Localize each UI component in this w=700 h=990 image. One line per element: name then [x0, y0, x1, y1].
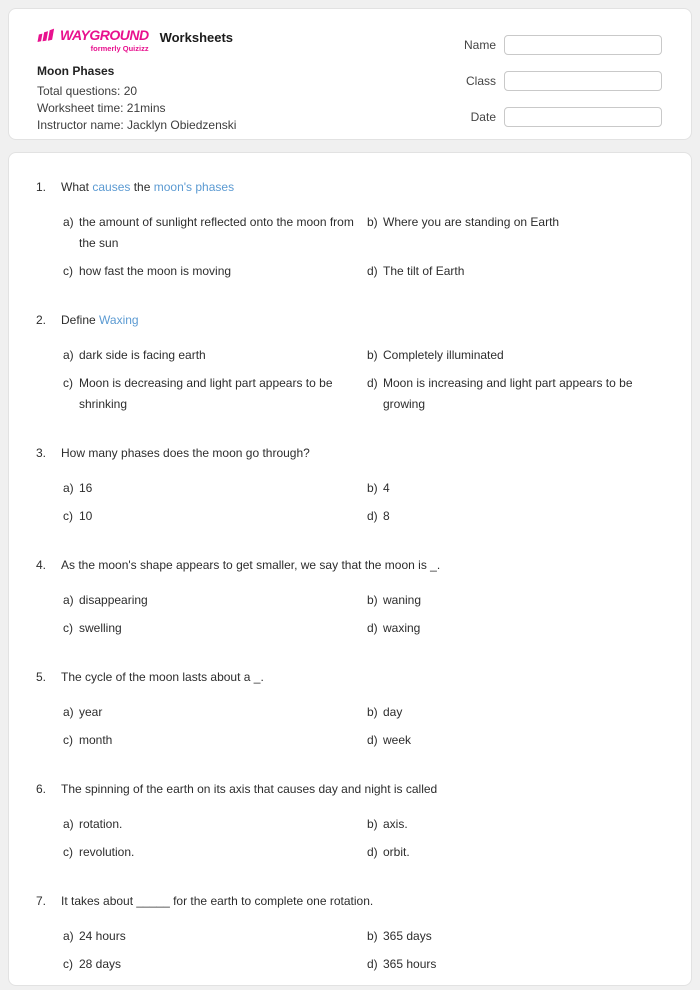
question-item	[36, 891, 662, 975]
question-body	[61, 555, 662, 639]
question-number: 5.	[36, 670, 47, 684]
total-questions-line: Total questions: 20	[37, 84, 138, 98]
date-field-row	[454, 107, 662, 127]
option-text: Moon is increasing and light part appears to be growing	[383, 376, 633, 411]
option-item	[63, 926, 367, 947]
option-letter: b)	[367, 481, 378, 495]
option-item	[63, 373, 367, 415]
option-letter: d)	[367, 957, 378, 971]
option-letter: c)	[63, 376, 73, 390]
option-item	[367, 345, 662, 366]
option-text: 4	[383, 481, 390, 495]
question-number: 4.	[36, 558, 47, 572]
option-item	[367, 618, 662, 639]
option-item	[367, 926, 662, 947]
option-text: month	[79, 733, 113, 747]
option-text: dark side is facing earth	[79, 348, 206, 362]
question-number: 2.	[36, 313, 47, 327]
formerly-quizizz-label: formerly Quizizz	[90, 44, 149, 53]
options-grid	[61, 212, 662, 282]
option-item	[63, 842, 367, 863]
question-number: 3.	[36, 446, 47, 460]
option-text: 365 hours	[383, 957, 437, 971]
instructor-name-line: Instructor name: Jacklyn Obiedzenski	[37, 118, 237, 132]
option-item	[367, 506, 662, 527]
question-text-segment: As the moon's shape appears to get smaller, we say that the moon is _.	[61, 558, 441, 572]
option-item	[63, 345, 367, 366]
option-item	[367, 954, 662, 975]
options-grid	[61, 702, 662, 751]
question-text-segment: What	[61, 180, 93, 194]
option-letter: a)	[63, 215, 74, 229]
option-letter: c)	[63, 621, 73, 635]
option-item	[367, 212, 662, 254]
option-text: The tilt of Earth	[383, 264, 465, 278]
option-letter: a)	[63, 348, 74, 362]
option-item	[367, 842, 662, 863]
question-link-text: causes	[92, 180, 131, 194]
options-grid	[61, 814, 662, 863]
option-letter: a)	[63, 593, 74, 607]
option-text: 28 days	[79, 957, 122, 971]
question-text-segment: How many phases does the moon go through?	[61, 446, 310, 460]
option-text: the amount of sunlight reflected onto the moon from the sun	[79, 215, 354, 250]
question-text-segment: It takes about _____ for the earth to complete one rotation.	[61, 894, 374, 908]
question-text	[61, 443, 662, 464]
question-body	[61, 891, 662, 975]
questions-list	[36, 177, 662, 975]
option-text: orbit.	[383, 845, 410, 859]
options-grid	[61, 478, 662, 527]
option-letter: d)	[367, 509, 378, 523]
option-item	[63, 730, 367, 751]
brand-row	[37, 27, 236, 53]
name-input[interactable]	[504, 35, 662, 55]
option-item	[367, 814, 662, 835]
question-item	[36, 555, 662, 639]
question-text-segment: The spinning of the earth on its axis that causes day and night is called	[61, 782, 438, 796]
option-item	[63, 506, 367, 527]
question-link-text: moon's phases	[153, 180, 235, 194]
option-item	[367, 373, 662, 415]
option-letter: b)	[367, 929, 378, 943]
option-text: axis.	[383, 817, 408, 831]
wayground-flag-icon	[37, 28, 57, 43]
worksheet-title: Moon Phases	[37, 64, 115, 78]
option-item	[63, 814, 367, 835]
option-item	[367, 702, 662, 723]
option-text: 24 hours	[79, 929, 126, 943]
option-text: 16	[79, 481, 93, 495]
options-grid	[61, 926, 662, 975]
question-text	[61, 891, 662, 912]
option-text: rotation.	[79, 817, 123, 831]
option-text: revolution.	[79, 845, 135, 859]
option-text: how fast the moon is moving	[79, 264, 232, 278]
option-letter: a)	[63, 481, 74, 495]
question-number: 1.	[36, 180, 47, 194]
option-item	[63, 261, 367, 282]
option-text: day	[383, 705, 403, 719]
option-letter: a)	[63, 817, 74, 831]
question-item	[36, 443, 662, 527]
option-text: Moon is decreasing and light part appears to be shrinking	[79, 376, 333, 411]
option-item	[367, 590, 662, 611]
option-letter: a)	[63, 929, 74, 943]
date-label: Date	[470, 110, 496, 124]
wayground-logo	[37, 27, 149, 53]
wayground-wordmark: WAYGROUND	[60, 27, 149, 43]
student-info-form	[454, 27, 662, 139]
class-field-row	[454, 71, 662, 91]
question-item	[36, 310, 662, 415]
option-letter: d)	[367, 845, 378, 859]
option-text: year	[79, 705, 103, 719]
option-text: waning	[383, 593, 422, 607]
option-letter: c)	[63, 264, 73, 278]
option-letter: b)	[367, 817, 378, 831]
worksheet-meta	[37, 63, 236, 134]
option-item	[63, 954, 367, 975]
question-text-segment: Define	[61, 313, 100, 327]
option-text: Completely illuminated	[383, 348, 504, 362]
worksheet-header	[8, 8, 692, 140]
name-field-row	[454, 35, 662, 55]
option-item	[63, 618, 367, 639]
question-body	[61, 667, 662, 751]
question-text	[61, 667, 662, 688]
option-letter: d)	[367, 733, 378, 747]
question-body	[61, 779, 662, 863]
option-letter: c)	[63, 509, 73, 523]
worksheets-product-label: Worksheets	[159, 30, 234, 45]
question-text	[61, 177, 662, 198]
option-item	[63, 590, 367, 611]
option-item	[367, 478, 662, 499]
question-text-segment: The cycle of the moon lasts about a _.	[61, 670, 264, 684]
class-input[interactable]	[504, 71, 662, 91]
question-text	[61, 310, 662, 331]
question-body	[61, 310, 662, 415]
option-letter: d)	[367, 264, 378, 278]
question-text	[61, 555, 662, 576]
question-number: 7.	[36, 894, 47, 908]
option-letter: a)	[63, 705, 74, 719]
options-grid	[61, 590, 662, 639]
question-item	[36, 667, 662, 751]
option-letter: d)	[367, 621, 378, 635]
option-item	[63, 212, 367, 254]
option-item	[367, 730, 662, 751]
option-letter: b)	[367, 593, 378, 607]
option-text: 8	[383, 509, 390, 523]
worksheet-time-line: Worksheet time: 21mins	[37, 101, 166, 115]
name-label: Name	[463, 38, 496, 52]
options-grid	[61, 345, 662, 415]
option-letter: c)	[63, 957, 73, 971]
date-input[interactable]	[504, 107, 662, 127]
option-text: 365 days	[383, 929, 432, 943]
option-item	[367, 261, 662, 282]
question-text-segment: the	[130, 180, 154, 194]
option-text: waxing	[383, 621, 421, 635]
question-text	[61, 779, 662, 800]
question-item	[36, 177, 662, 282]
question-number: 6.	[36, 782, 47, 796]
option-item	[63, 702, 367, 723]
option-text: disappearing	[79, 593, 148, 607]
option-text: swelling	[79, 621, 122, 635]
option-text: 10	[79, 509, 93, 523]
option-letter: d)	[367, 376, 378, 390]
option-letter: b)	[367, 705, 378, 719]
option-item	[63, 478, 367, 499]
question-item	[36, 779, 662, 863]
question-body	[61, 443, 662, 527]
question-link-text: Waxing	[99, 313, 139, 327]
option-letter: c)	[63, 733, 73, 747]
option-letter: b)	[367, 215, 378, 229]
header-left	[37, 27, 236, 139]
option-text: Where you are standing on Earth	[383, 215, 560, 229]
option-letter: c)	[63, 845, 73, 859]
question-body	[61, 177, 662, 282]
option-letter: b)	[367, 348, 378, 362]
class-label: Class	[465, 74, 496, 88]
questions-card	[8, 152, 692, 986]
option-text: week	[383, 733, 412, 747]
